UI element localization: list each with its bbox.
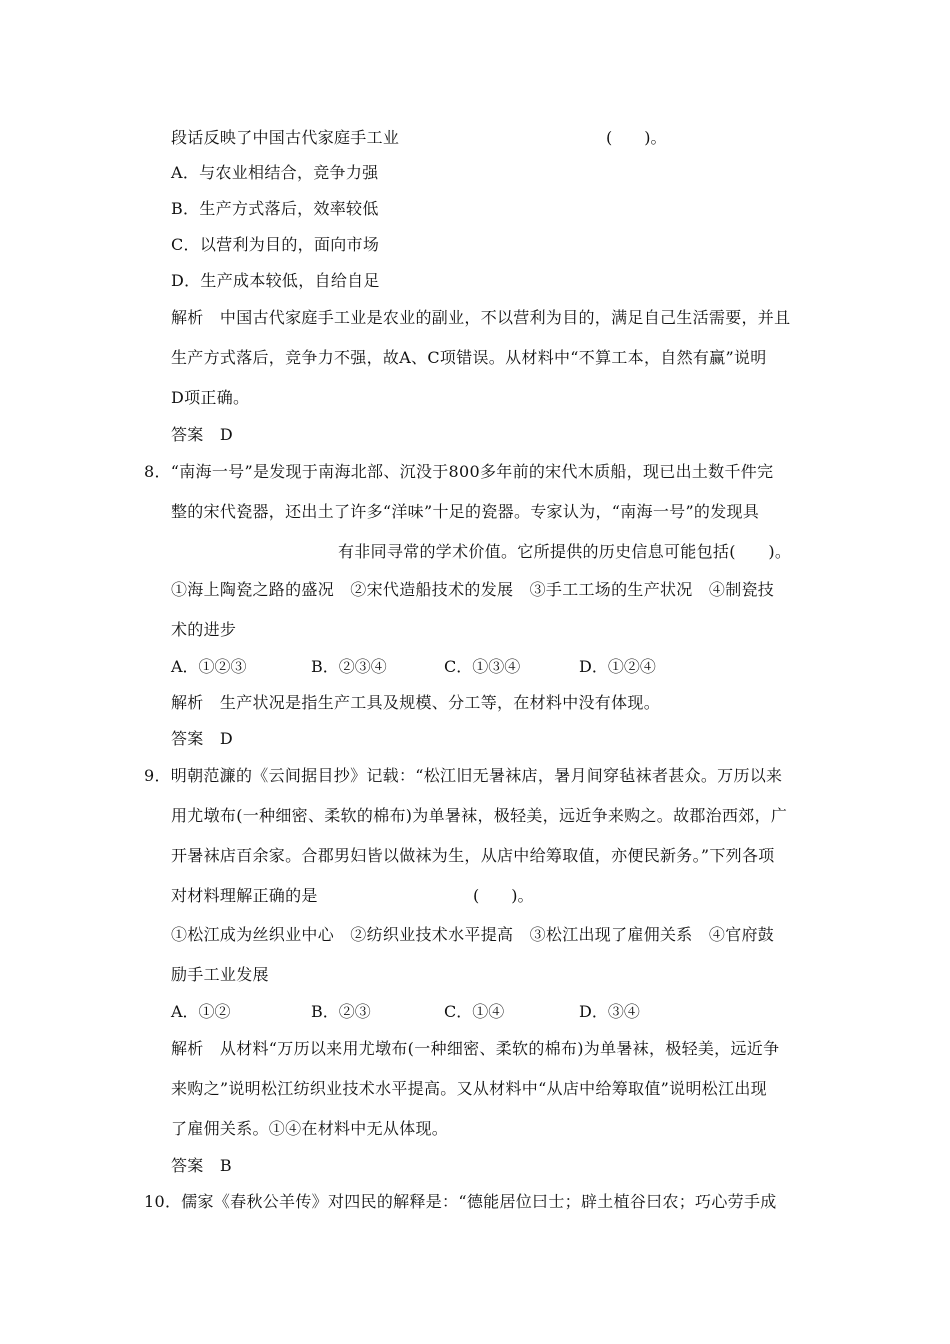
q7-option-c: C．以营利为目的，面向市场 xyxy=(171,235,380,254)
q8-items-line-1: ①海上陶瓷之路的盛况 ②宋代造船技术的发展 ③手工工场的生产状况 ④制瓷技 xyxy=(171,580,775,599)
q8-analysis: 解析 生产状况是指生产工具及规模、分工等，在材料中没有体现。 xyxy=(171,693,661,712)
q7-analysis-line-1: 解析 中国古代家庭手工业是农业的副业，不以营利为目的，满足自己生活需要，并且 xyxy=(171,308,791,327)
q8-stem-line-1: 8．“南海一号”是发现于南海北部、沉没于800多年前的宋代木质船，现已出土数千件完 xyxy=(144,462,774,481)
q7-analysis-line-2: 生产方式落后，竞争力不强，故A、C项错误。从材料中“不算工本，自然有赢”说明 xyxy=(171,348,767,367)
q8-option-d: D．①②④ xyxy=(579,657,656,676)
q8-stem-line-3: 有非同寻常的学术价值。它所提供的历史信息可能包括( )。 xyxy=(338,542,792,561)
q7-option-b: B．生产方式落后，效率较低 xyxy=(171,199,379,218)
q9-analysis-line-3: 了雇佣关系。①④在材料中无从体现。 xyxy=(171,1119,449,1138)
q9-items-line-1: ①松江成为丝织业中心 ②纺织业技术水平提高 ③松江出现了雇佣关系 ④官府鼓 xyxy=(171,925,775,944)
q8-stem-line-2: 整的宋代瓷器，还出土了许多“洋味”十足的瓷器。专家认为，“南海一号”的发现具 xyxy=(171,502,760,521)
q10-stem-line-1: 10．儒家《春秋公羊传》对四民的解释是：“德能居位曰士；辟土植谷曰农；巧心劳手成 xyxy=(144,1192,777,1211)
q9-option-d: D．③④ xyxy=(579,1002,640,1021)
q8-option-b: B．②③④ xyxy=(311,657,387,676)
q9-items-line-2: 励手工业发展 xyxy=(171,965,269,984)
q7-analysis-line-3: D项正确。 xyxy=(171,388,250,407)
q8-option-c: C．①③④ xyxy=(444,657,521,676)
q9-answer-blank: ( )。 xyxy=(473,886,534,905)
q9-option-c: C．①④ xyxy=(444,1002,505,1021)
q9-stem-line-1: 9．明朝范濂的《云间据目抄》记载：“松江旧无暑袜店，暑月间穿毡袜者甚众。万历以来 xyxy=(144,766,783,785)
q7-stem-end: 段话反映了中国古代家庭手工业 xyxy=(171,128,400,147)
q7-option-a: A．与农业相结合，竞争力强 xyxy=(171,163,379,182)
q7-answer-blank: ( )。 xyxy=(606,128,667,147)
q8-answer: 答案 D xyxy=(171,729,234,748)
q7-option-d: D．生产成本较低，自给自足 xyxy=(171,271,380,290)
q8-items-line-2: 术的进步 xyxy=(171,620,237,639)
q9-analysis-line-1: 解析 从材料“万历以来用尤墩布(一种细密、柔软的棉布)为单暑袜，极轻美，远近争 xyxy=(171,1039,780,1058)
q9-answer: 答案 B xyxy=(171,1156,232,1175)
q9-option-a: A．①② xyxy=(171,1002,231,1021)
q9-analysis-line-2: 来购之”说明松江纺织业技术水平提高。又从材料中“从店中给筹取值”说明松江出现 xyxy=(171,1079,767,1098)
q9-stem-line-4: 对材料理解正确的是 xyxy=(171,886,318,905)
q9-stem-line-3: 开暑袜店百余家。合郡男妇皆以做袜为生，从店中给筹取值，亦便民新务。”下列各项 xyxy=(171,846,775,865)
q9-stem-line-2: 用尤墩布(一种细密、柔软的棉布)为单暑袜，极轻美，远近争来购之。故郡治西郊，广 xyxy=(171,806,788,825)
q9-option-b: B．②③ xyxy=(311,1002,371,1021)
q8-option-a: A．①②③ xyxy=(171,657,247,676)
q7-answer: 答案 D xyxy=(171,425,234,444)
